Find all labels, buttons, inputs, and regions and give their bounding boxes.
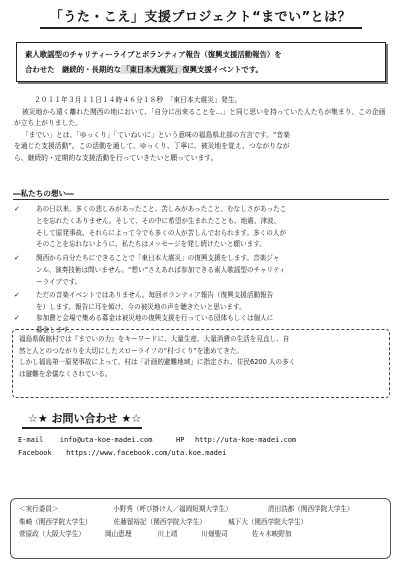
notice-line: は避難を余儀なくされている。 bbox=[19, 369, 112, 378]
check-icon: ✓ bbox=[14, 254, 20, 262]
committee-row bbox=[19, 528, 382, 541]
bullet-item bbox=[14, 290, 392, 314]
committee-row bbox=[19, 516, 382, 529]
bullet-line: そして原発事故、それらによって今でも多くの人が苦しんでおられます。多くの人が bbox=[36, 228, 287, 237]
bullet-line: あの日以来、多くの悲しみがあったこと、苦しみがあったこと、むなしさがあったこ bbox=[36, 205, 287, 213]
notice-line: しかし福島第一原発事故によって、村は「計画的避難地域」に指定され、住民6200 人の多く bbox=[19, 358, 296, 367]
bullet-line: 参加費と会場で集める募金は被災地の復興支援を行っている団体もしくは個人に bbox=[36, 314, 274, 322]
section-heading: ―私たちの想い― bbox=[13, 189, 74, 198]
hp-label: HP bbox=[176, 436, 185, 444]
lead-line-1: 素人歌謡型のチャリティーライブとボランティア報告（復興支援活動報告）を bbox=[25, 50, 282, 59]
page-title: 「うた・こえ」支援プロジェクト“までい”とは？ bbox=[49, 10, 352, 25]
contact-heading: ☆★ お問い合わせ ★☆ bbox=[28, 412, 142, 425]
section-divider bbox=[13, 199, 389, 200]
facebook-label: Facebook bbox=[18, 449, 52, 457]
committee-member: 城下大（関西学院大学生） bbox=[228, 517, 308, 526]
bullet-line: とを忘れたくありません。そして、その中に希望が生まれたことも。地震、津波、 bbox=[36, 216, 281, 225]
notice-line: 福島県飯舘村では『までいの力』をキーワードに、大量生産、大量消費の生活を見直し、自 bbox=[19, 335, 290, 343]
intro-line: 被災地から遠く離れた関西の地において、「自分に出来ることを…」と同じ思いを持っていた人たちが集まり、この企画が立ち上がりました。 bbox=[14, 107, 386, 128]
committee-member: 佐藤留裕記（関西学院大学生） bbox=[113, 517, 206, 526]
committee-row bbox=[19, 503, 382, 516]
bullet-line: ーライブです。 bbox=[36, 277, 82, 286]
facebook-row bbox=[18, 449, 226, 457]
intro-line: を通じた支援活動”。この活動を通して、ゆっくり、丁寧に、被災地を覚え、つながりなが bbox=[14, 142, 290, 151]
hp-link[interactable]: http://uta-koe-madei.com bbox=[195, 436, 297, 444]
lead-line-2 bbox=[25, 62, 377, 77]
bullet-item bbox=[14, 253, 392, 288]
bullet-item bbox=[14, 204, 392, 251]
intro-line: ら、継続的・定期的な支援活動を行っていきたいと願っています。 bbox=[14, 153, 218, 162]
lead-line-2-prefix: 合わせた 継続的・長期的な bbox=[25, 65, 122, 74]
facebook-link[interactable]: https://www.facebook.com/uta.koe.madei bbox=[66, 449, 227, 457]
intro-paragraph bbox=[14, 95, 390, 165]
contact-underline bbox=[22, 427, 142, 429]
email-row bbox=[18, 436, 152, 444]
title-underline bbox=[40, 27, 362, 29]
bullet-line: を）します。報告に耳を傾け、今の被災地の声を聴きたいと思います。 bbox=[36, 302, 246, 311]
check-icon: ✓ bbox=[14, 314, 20, 322]
bullet-line: ンル、演奏技術は問いません。“想い”さえあれば参加できる素人歌謡型のチャリティ bbox=[36, 265, 286, 274]
notice-line: 然と人とのつながりを大切にしたスローライフの“村づくり”を進めてきた。 bbox=[19, 346, 244, 355]
intro-line: 「までい」とは、「ゆっくり」「ていねいに」という意味の福島県北部の方言です。“音楽 bbox=[22, 130, 290, 139]
email-link[interactable]: info@uta-koe-madei.com bbox=[59, 436, 153, 444]
committee-member: 柴崎（関西学院大学生） bbox=[19, 517, 92, 526]
bullet-line: そのことを忘れないように、私たちはメッセージを発し続けたいと願います。 bbox=[36, 240, 266, 249]
bullet-line: 関西から自分たちにできることで「東日本大震災」の復興支援をします。音楽ジャ bbox=[36, 254, 280, 262]
check-icon: ✓ bbox=[14, 205, 20, 213]
committee-box bbox=[10, 498, 391, 559]
committee-member: 小野秀（呼び掛け人／福岡短期大学生） bbox=[113, 505, 232, 513]
committee-member: 菅原政（大阪大学生） bbox=[19, 530, 85, 539]
check-icon: ✓ bbox=[14, 291, 20, 299]
lead-highlight: 「東日本大震災」 bbox=[122, 65, 182, 74]
bullet-line: ただの音楽イベントではありません。毎回ボランティア報告（復興支援活動報告 bbox=[36, 291, 274, 299]
committee-member: 清田浩都（関西学院大学生） bbox=[267, 505, 354, 513]
committee-member: 川上靖 bbox=[157, 530, 178, 539]
bullet-line: 募金します。 bbox=[36, 325, 76, 334]
committee-member: 岡山恵理 bbox=[105, 530, 132, 539]
committee-label: ＜実行委員＞ bbox=[19, 505, 59, 513]
email-label: E-mail bbox=[18, 436, 44, 444]
lead-line-2-suffix: 復興支援イベントです。 bbox=[182, 65, 263, 74]
notice-box bbox=[12, 329, 390, 398]
lead-box bbox=[16, 42, 386, 82]
committee-member: 佐々木映野加 bbox=[251, 530, 292, 539]
intro-line: ２０１１年３月１１日１４時４６分１８秒 「東日本大震災」発生。 bbox=[34, 96, 242, 104]
committee-member: 川畑聖司 bbox=[201, 530, 228, 539]
